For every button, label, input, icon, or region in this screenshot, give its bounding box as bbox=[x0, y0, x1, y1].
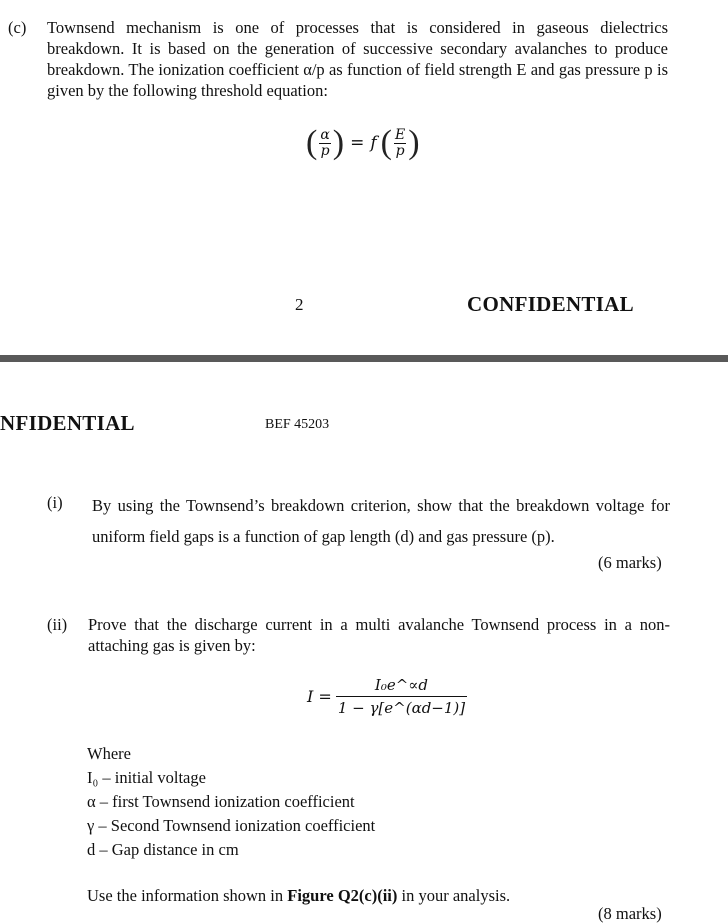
item-i-text: By using the Townsend’s breakdown criterion, show that the breakdown voltage for uniform field gaps is a function of gap length (d) and gas pressure (p). bbox=[92, 496, 670, 546]
item-i-label: (i) bbox=[47, 493, 63, 512]
current-equation bbox=[307, 676, 465, 717]
threshold-equation: ( $\frac{\alpha}{p}$ ) = f ( $\frac{E}{p}$ ) bbox=[306, 124, 420, 161]
item-ii-text: Prove that the discharge current in a multi avalanche Townsend process in a non-attaching gas is given by: bbox=[88, 615, 670, 655]
confidential-header: NFIDENTIAL bbox=[0, 411, 135, 435]
eq-alpha: α bbox=[320, 126, 330, 143]
eq-f: f bbox=[370, 133, 377, 153]
definition-alpha: α – first Townsend ionization coefficient bbox=[87, 792, 355, 811]
where-label: Where bbox=[87, 744, 131, 763]
analysis-instruction: Use the information shown in Figure Q2(c)(ii) in your analysis. bbox=[87, 886, 511, 905]
section-label-c: (c) bbox=[8, 18, 27, 37]
intro-paragraph: Townsend mechanism is one of processes that is considered in gaseous dielectrics breakdown. It is based on the generation of successive secondary avalanches to produce breakdown. The ionization coefficient α/p as function of field strength E and gas pressure p is given by the following threshold equation: bbox=[47, 18, 668, 100]
eq-E: E bbox=[395, 126, 406, 143]
eq-equals: = bbox=[350, 133, 365, 153]
eq-p2: p bbox=[395, 142, 405, 159]
eq-current-lhs: I = bbox=[307, 687, 332, 706]
eq-current-numerator: I₀e^∝d bbox=[336, 676, 467, 697]
item-i-marks: (6 marks) bbox=[598, 553, 662, 572]
page-number: 2 bbox=[295, 295, 304, 314]
eq-current-denominator: 1 − γ[e^(αd−1)] bbox=[337, 699, 466, 717]
figure-reference: Figure Q2(c)(ii) bbox=[287, 886, 398, 905]
definition-d: d – Gap distance in cm bbox=[87, 840, 239, 859]
course-code: BEF 45203 bbox=[265, 417, 330, 432]
definition-gamma: γ – Second Townsend ionization coefficient bbox=[87, 816, 376, 835]
confidential-footer: CONFIDENTIAL bbox=[467, 292, 634, 316]
page-separator bbox=[0, 355, 728, 362]
definition-list bbox=[87, 766, 375, 862]
definition-i0: I₀ – initial voltage bbox=[87, 768, 206, 787]
eq-p1: p bbox=[320, 142, 330, 159]
item-ii-marks: (8 marks) bbox=[598, 904, 662, 923]
item-ii-label: (ii) bbox=[47, 615, 68, 634]
